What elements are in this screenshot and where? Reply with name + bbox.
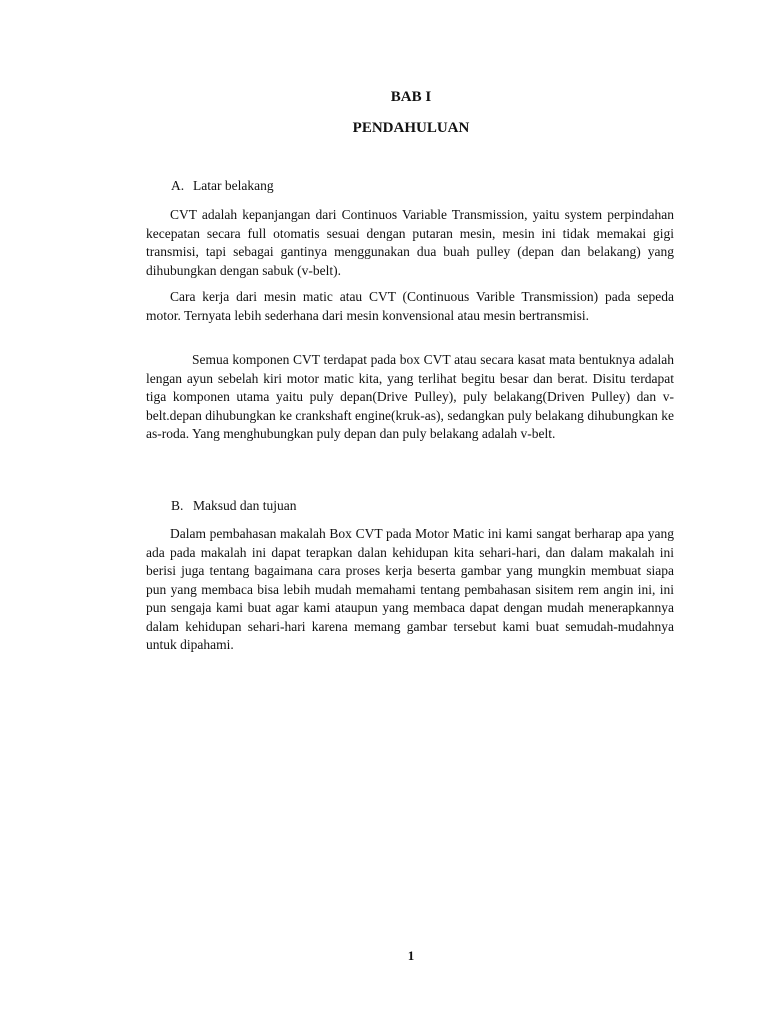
section-marker: A. [171, 178, 185, 193]
paragraph-cvt-components: Semua komponen CVT terdapat pada box CVT atau secara kasat mata bentuknya adalah lengan ayun sebelah kiri motor matic kita, yang terlihat begitu besar dan berat. Disitu terdapat tiga komponen utama yaitu puly depan(Drive Pulley), puly belakang(Driven Pulley) dan v-belt.depan dihubungkan ke crankshaft engine(kruk-as), sedangkan puly belakang dihubungkan ke as-roda. Yang menghubungkan puly depan dan puly belakang adalah v-belt. [146, 352, 674, 441]
section-heading-latar-belakang [171, 178, 274, 194]
page-number: 1 [407, 948, 415, 963]
paragraph-purpose: Dalam pembahasan makalah Box CVT pada Motor Matic ini kami sangat berharap apa yang ada pada makalah ini dapat terapkan dalan kehidupan kita sehari-hari, dan dalam makalah ini berisi juga tentang bagaimana cara proses kerja beserta gambar yang mungkin membuat siapa pun yang membaca bisa lebih mudah memahami tentang pembahasan sisitem rem angin ini, ini pun sengaja kami buat agar kami ataupun yang membaca dapat dengan mudah menerapkannya dalam kehidupan sehari-hari karena memang gambar tersebut kami buat semudah-mudahnya untuk dipahami. [146, 526, 674, 652]
section-title: Maksud dan tujuan [193, 498, 297, 513]
chapter-number: BAB I [390, 89, 432, 105]
paragraph-cvt-definition: CVT adalah kepanjangan dari Continuos Variable Transmission, yaitu system perpindahan kecepatan secara full otomatis sesuai dengan putaran mesin, mesin ini tidak memakai gigi transmisi, tapi sebagai gantinya menggunakan dua buah pulley (depan dan belakang) yang dihubungkan dengan sabuk (v-belt). [146, 207, 674, 278]
paragraph-cvt-working: Cara kerja dari mesin matic atau CVT (Continuous Varible Transmission) pada sepeda motor. Ternyata lebih sederhana dari mesin konvensional atau mesin bertransmisi. [146, 289, 674, 323]
section-marker: B. [171, 498, 184, 513]
section-title: Latar belakang [193, 178, 274, 193]
chapter-title: PENDAHULUAN [352, 120, 470, 136]
section-heading-maksud-dan-tujuan [171, 498, 297, 514]
